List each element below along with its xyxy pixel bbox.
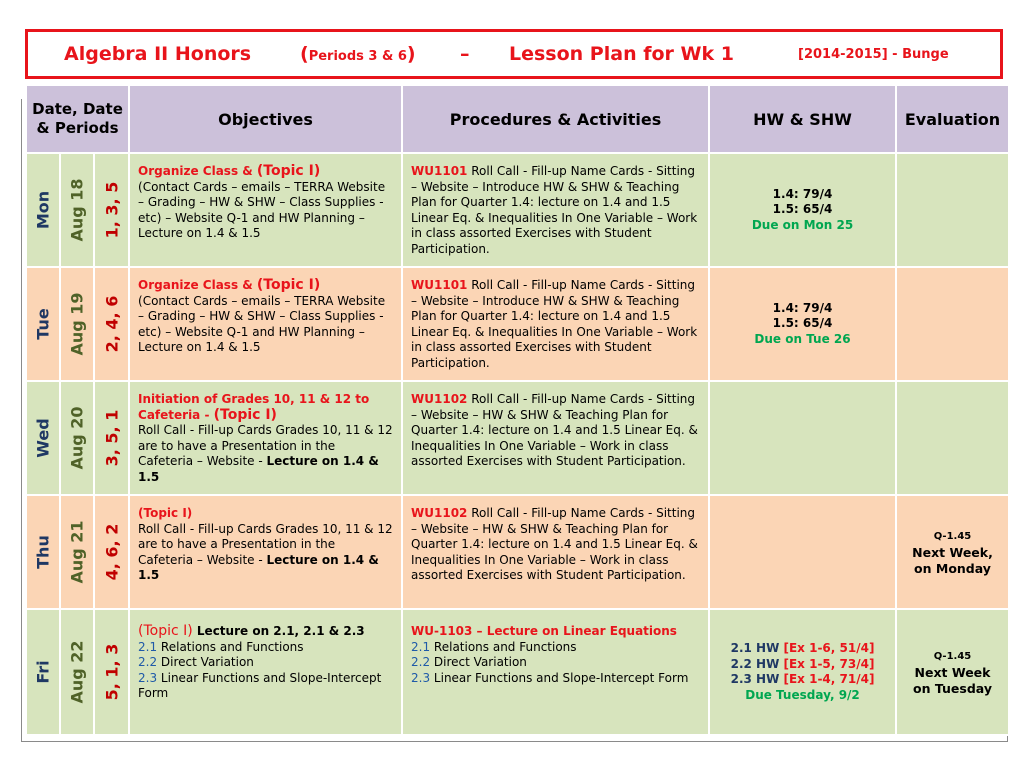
objectives-cell: Organize Class & (Topic I) (Contact Cards – emails – TERRA Website – Grading – HW & SHW – Class Supplies - etc) – Website Q-1 and HW Planning – Lecture on 1.4 & 1.5 (129, 153, 402, 267)
objectives-cell: Organize Class & (Topic I) (Contact Cards – emails – TERRA Website – Grading – HW & SHW – Class Supplies - etc) – Website Q-1 and HW Planning – Lecture on 1.4 & 1.5 (129, 267, 402, 381)
header-procedures: Procedures & Activities (402, 85, 709, 153)
day-cell: Thu (26, 495, 60, 609)
date-cell: Aug 20 (60, 381, 94, 495)
table-row (26, 609, 1009, 735)
day-cell: Wed (26, 381, 60, 495)
evaluation-cell: Q-1.45 Next Week, on Monday (896, 495, 1009, 609)
hw-cell: 1.4: 79/4 1.5: 65/4 Due on Mon 25 (709, 153, 896, 267)
procedures-cell: WU1101 Roll Call - Fill-up Name Cards - Sitting – Website – Introduce HW & SHW & Teaching Plan for Quarter 1.4: lecture on 1.4 and 1.5 Linear Eq. & Inequalities In One Variable – Work in class assorted Exercises with Student Participation. (402, 267, 709, 381)
header-hw: HW & SHW (709, 85, 896, 153)
hw-cell (709, 495, 896, 609)
evaluation-cell (896, 267, 1009, 381)
periods-cell: 2, 4, 6 (94, 267, 129, 381)
header-date: Date, Date & Periods (26, 85, 129, 153)
evaluation-cell (896, 153, 1009, 267)
procedures-cell: WU1102 Roll Call - Fill-up Name Cards - Sitting – Website – HW & SHW & Teaching Plan for Quarter 1.4: lecture on 1.4 and 1.5 Linear Eq. & Inequalities In One Variable – Work in class assorted Exercises with Student Participation. (402, 495, 709, 609)
school-year-teacher: [2014-2015] - Bunge (798, 46, 949, 62)
periods-cell: 4, 6, 2 (94, 495, 129, 609)
date-cell: Aug 22 (60, 609, 94, 735)
periods-cell: 5, 1, 3 (94, 609, 129, 735)
procedures-cell: WU-1103 – Lecture on Linear Equations 2.1 Relations and Functions 2.2 Direct Variation 2.3 Linear Functions and Slope-Intercept Form (402, 609, 709, 735)
table-row (26, 267, 1009, 381)
objectives-cell: Initiation of Grades 10, 11 & 12 to Cafeteria - (Topic I) Roll Call - Fill-up Cards Grades 10, 11 & 12 are to have a Presentation in the Cafeteria – Website - Lecture on 1.4 & 1.5 (129, 381, 402, 495)
day-cell: Tue (26, 267, 60, 381)
objectives-cell: (Topic I) Lecture on 2.1, 2.1 & 2.3 2.1 Relations and Functions 2.2 Direct Variation 2.3 Linear Functions and Slope-Intercept Form (129, 609, 402, 735)
objectives-cell: (Topic I) Roll Call - Fill-up Cards Grades 10, 11 & 12 are to have a Presentation in the Cafeteria – Website - Lecture on 1.4 & 1.5 (129, 495, 402, 609)
header-objectives: Objectives (129, 85, 402, 153)
evaluation-cell (896, 381, 1009, 495)
lesson-plan-table (25, 84, 1010, 736)
hw-cell: 2.1 HW [Ex 1-6, 51/4] 2.2 HW [Ex 1-5, 73/4] 2.3 HW [Ex 1-4, 71/4] Due Tuesday, 9/2 (709, 609, 896, 735)
date-cell: Aug 21 (60, 495, 94, 609)
header-evaluation: Evaluation (896, 85, 1009, 153)
title-dash: – (460, 43, 470, 65)
table-row (26, 381, 1009, 495)
procedures-cell: WU1102 Roll Call - Fill-up Name Cards - Sitting – Website – HW & SHW & Teaching Plan for Quarter 1.4: lecture on 1.4 and 1.5 Linear Eq. & Inequalities In One Variable – Work in class assorted Exercises with Student Participation. (402, 381, 709, 495)
date-cell: Aug 18 (60, 153, 94, 267)
header-row (26, 85, 1009, 153)
hw-cell: 1.4: 79/4 1.5: 65/4 Due on Tue 26 (709, 267, 896, 381)
day-cell: Mon (26, 153, 60, 267)
hw-cell (709, 381, 896, 495)
course-title: Algebra II Honors (64, 43, 252, 65)
table-row (26, 153, 1009, 267)
periods-cell: 1, 3, 5 (94, 153, 129, 267)
day-cell: Fri (26, 609, 60, 735)
date-cell: Aug 19 (60, 267, 94, 381)
table-row (26, 495, 1009, 609)
procedures-cell: WU1101 Roll Call - Fill-up Name Cards - Sitting – Website – Introduce HW & SHW & Teaching Plan for Quarter 1.4: lecture on 1.4 and 1.5 Linear Eq. & Inequalities In One Variable – Work in class assorted Exercises with Student Participation. (402, 153, 709, 267)
plan-title: Lesson Plan for Wk 1 (509, 43, 734, 65)
evaluation-cell: Q-1.45 Next Week on Tuesday (896, 609, 1009, 735)
lesson-plan-title (25, 29, 1003, 79)
periods-label: (Periods 3 & 6) (300, 43, 416, 65)
periods-cell: 3, 5, 1 (94, 381, 129, 495)
